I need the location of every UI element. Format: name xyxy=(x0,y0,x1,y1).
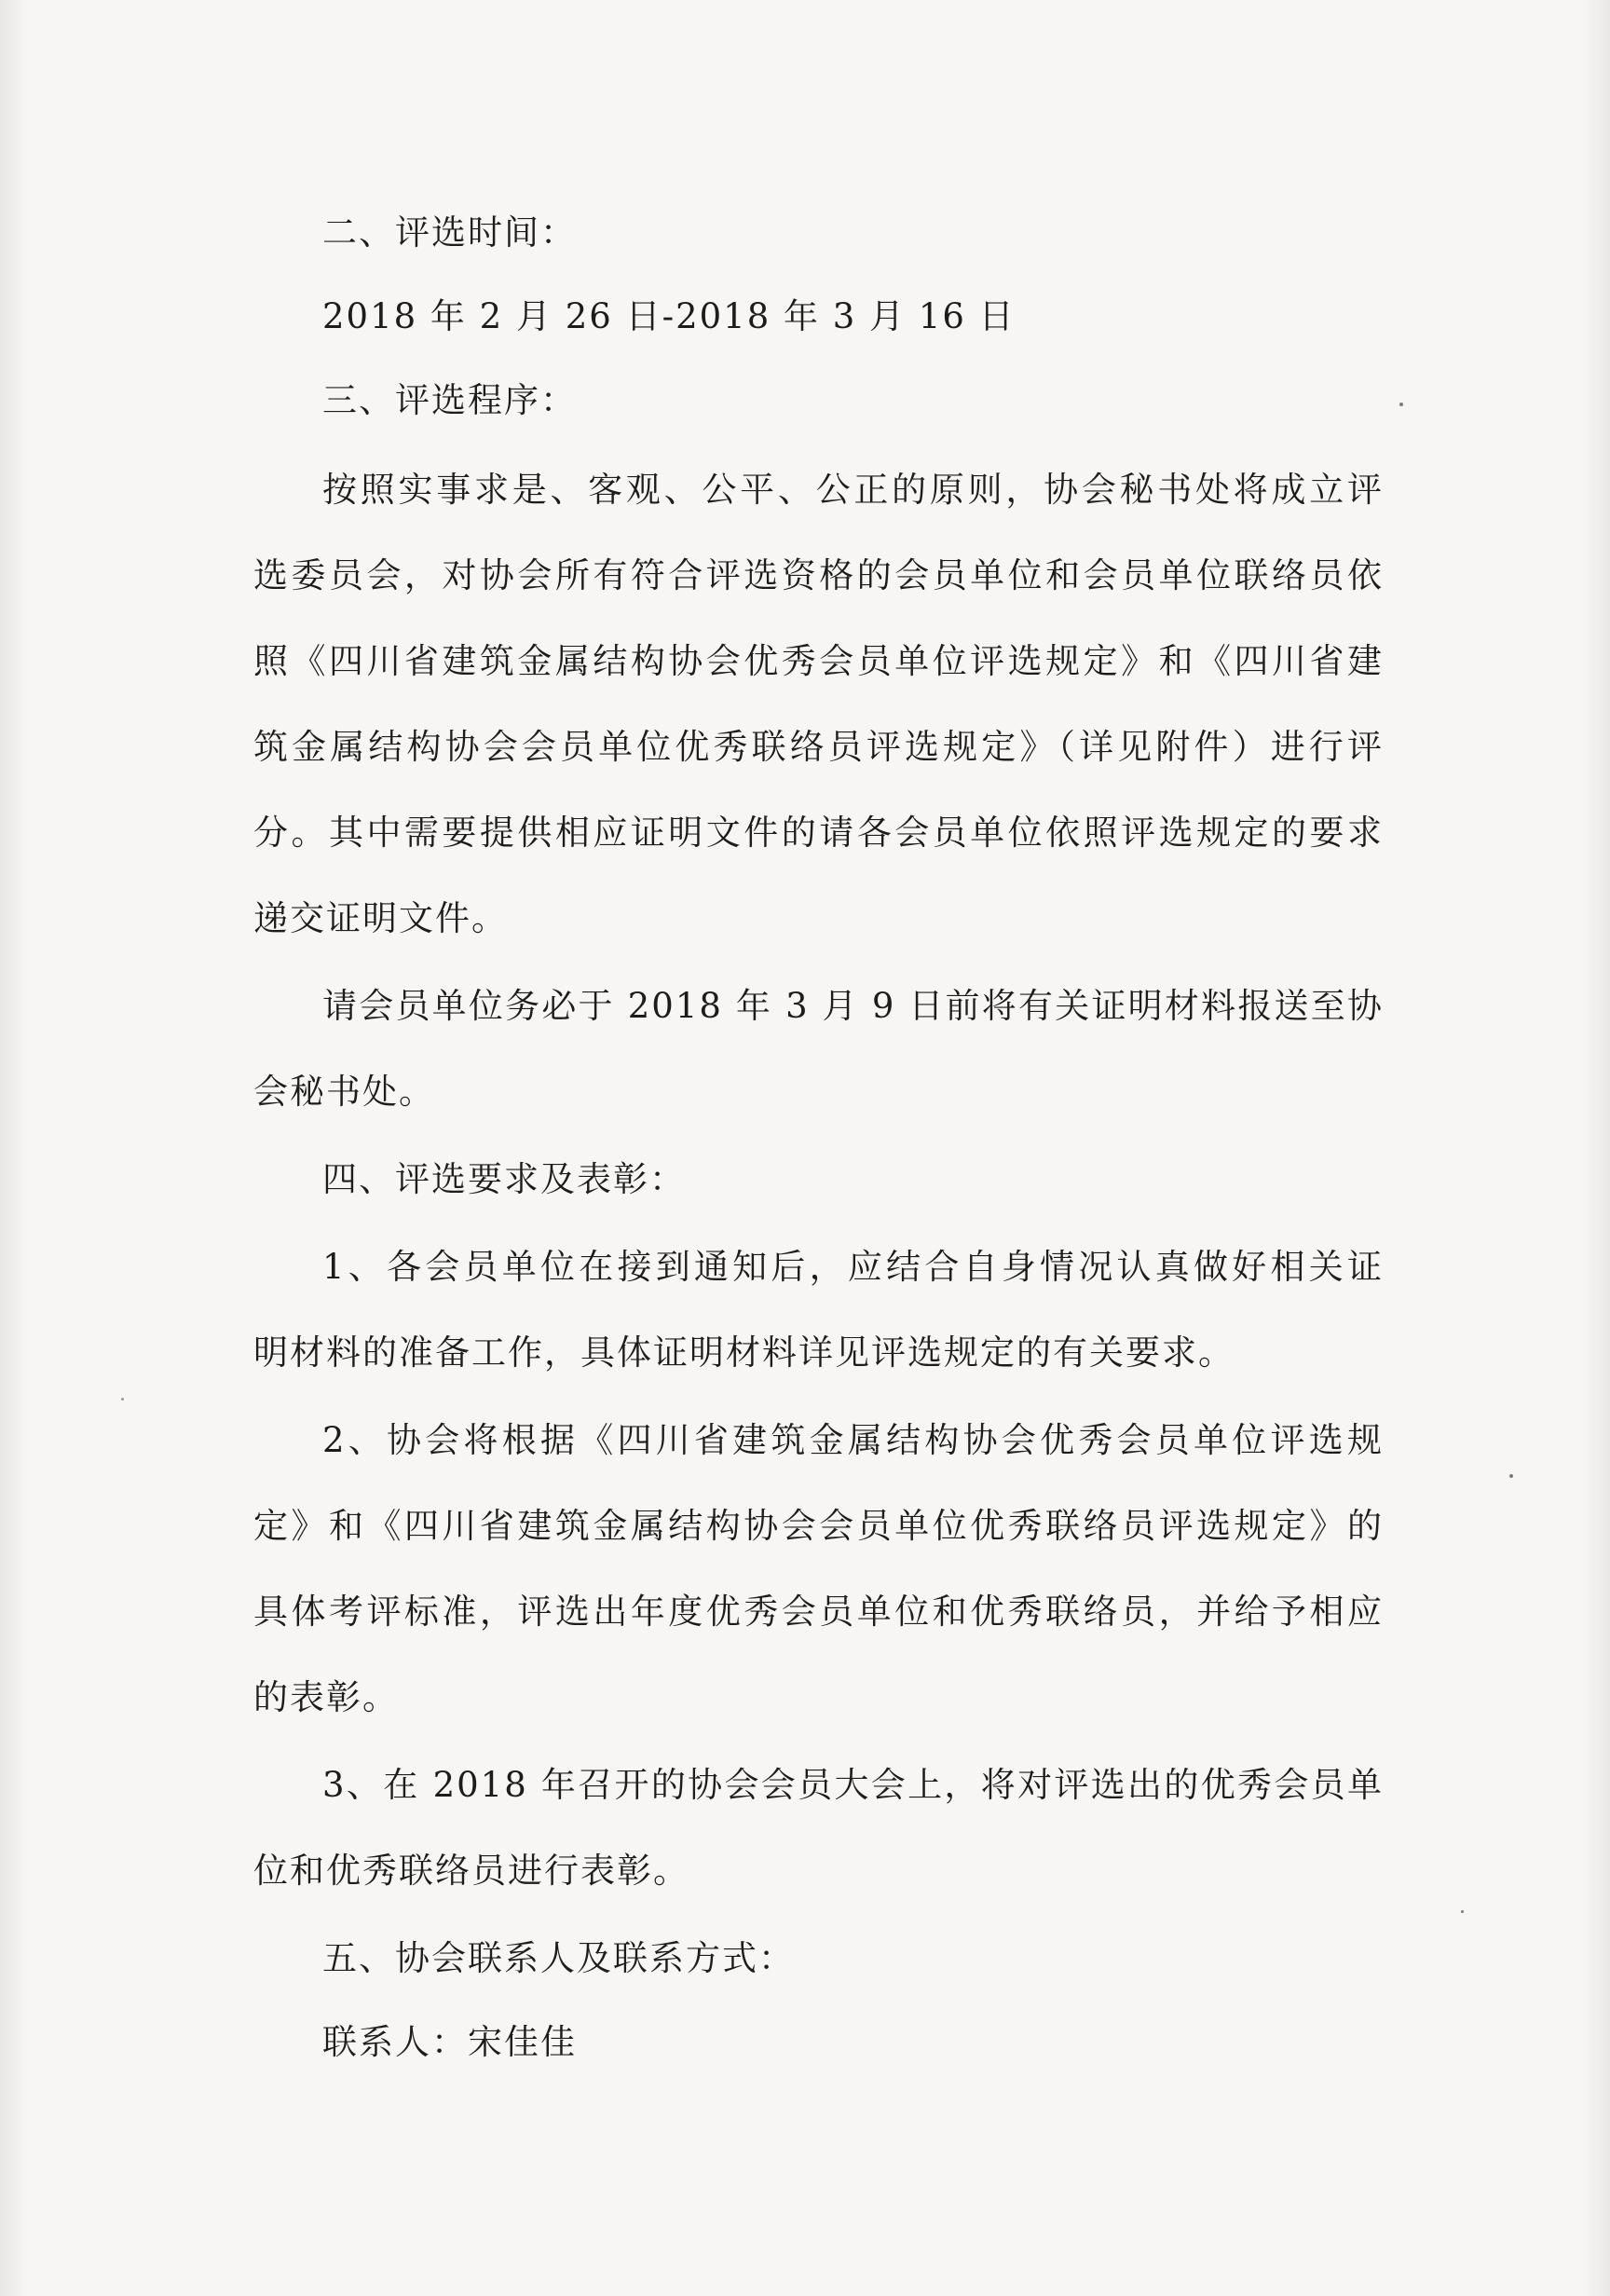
requirement-item-1-line: 1、各会员单位在接到通知后，应结合自身情况认真做好相关证 xyxy=(322,1247,1384,1287)
paragraph-procedure-line: 筑金属结构协会会员单位优秀联络员评选规定》（详见附件）进行评 xyxy=(253,727,1384,767)
paragraph-procedure-line: 按照实事求是、客观、公平、公正的原则，协会秘书处将成立评 xyxy=(322,470,1384,510)
section-heading-contact: 五、协会联系人及联系方式： xyxy=(322,1938,795,1978)
scan-speck xyxy=(1399,403,1403,406)
paragraph-procedure-line: 选委员会，对协会所有符合评选资格的会员单位和会员单位联络员依 xyxy=(253,555,1384,595)
requirement-item-2-line: 定》和《四川省建筑金属结构协会会员单位优秀联络员评选规定》的 xyxy=(253,1506,1384,1546)
paragraph-procedure-line: 照《四川省建筑金属结构协会优秀会员单位评选规定》和《四川省建 xyxy=(253,641,1384,681)
paragraph-submission-deadline-line: 会秘书处。 xyxy=(253,1072,435,1112)
section-heading-evaluation-procedure: 三、评选程序： xyxy=(322,380,577,420)
section-heading-requirements-and-commendation: 四、评选要求及表彰： xyxy=(322,1159,686,1199)
requirement-item-2-line: 具体考评标准，评选出年度优秀会员单位和优秀联络员，并给予相应 xyxy=(253,1592,1384,1632)
scan-speck xyxy=(1461,1910,1464,1913)
requirement-item-3-line: 3、在 2018 年召开的协会会员大会上，将对评选出的优秀会员单 xyxy=(322,1765,1384,1805)
section-heading-evaluation-time: 二、评选时间： xyxy=(322,212,577,253)
scan-speck xyxy=(121,1398,124,1401)
paragraph-submission-deadline-line: 请会员单位务必于 2018 年 3 月 9 日前将有关证明材料报送至协 xyxy=(322,986,1384,1026)
paragraph-procedure-line: 递交证明文件。 xyxy=(253,898,508,938)
requirement-item-1-line: 明材料的准备工作，具体证明材料详见评选规定的有关要求。 xyxy=(253,1332,1235,1373)
evaluation-date-range: 2018 年 2 月 26 日-2018 年 3 月 16 日 xyxy=(322,296,1016,336)
requirement-item-3-line: 位和优秀联络员进行表彰。 xyxy=(253,1851,689,1891)
requirement-item-2-line: 的表彰。 xyxy=(253,1677,399,1717)
contact-person: 联系人：宋佳佳 xyxy=(322,2022,577,2062)
requirement-item-2-line: 2、协会将根据《四川省建筑金属结构协会优秀会员单位评选规 xyxy=(322,1420,1384,1460)
paragraph-procedure-line: 分。其中需要提供相应证明文件的请各会员单位依照评选规定的要求 xyxy=(253,813,1384,853)
scan-speck xyxy=(1509,1474,1513,1478)
